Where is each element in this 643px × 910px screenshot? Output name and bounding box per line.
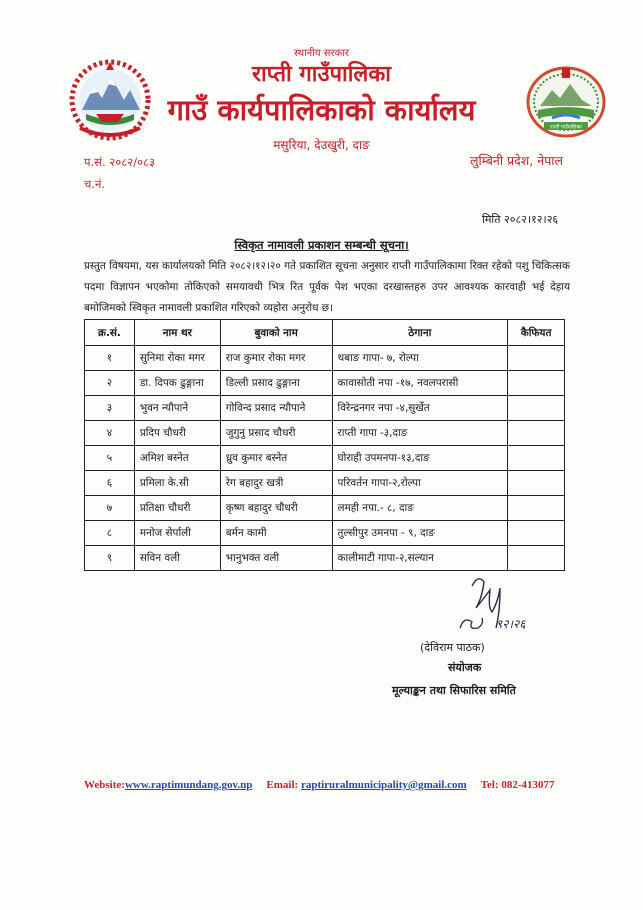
table-row <box>85 346 565 371</box>
cell-name: प्रमिला के.सी <box>134 471 220 496</box>
table-row <box>85 371 565 396</box>
table-row <box>85 496 565 521</box>
cell-address: विरेन्द्रनगर नपा -४,सुर्खेत <box>332 396 508 421</box>
cell-address: परिवर्तन गापा-२,रोल्पा <box>332 471 508 496</box>
tel-number: 082-413077 <box>501 779 555 791</box>
tel-label: Tel: <box>480 779 499 791</box>
cell-address: कालीमाटी गापा-२,सल्यान <box>332 546 508 571</box>
cell-address: तुल्सीपुर उमनपा - ९, दाङ <box>332 521 508 546</box>
cell-remarks <box>508 346 565 371</box>
cell-name: सविन वली <box>134 546 220 571</box>
cell-serial: ६ <box>85 471 135 496</box>
office-title: गाउँ कार्यपालिकाको कार्यालय <box>167 93 476 127</box>
signatory-name: (देविराम पाठक) <box>420 641 485 654</box>
province: लुम्बिनी प्रदेश, नेपाल <box>470 153 564 168</box>
cell-serial: ३ <box>85 396 135 421</box>
signatory-committee: मूल्याङ्कन तथा सिफारिस समिति <box>392 684 516 697</box>
col-header-remarks: कैफियत <box>508 320 565 346</box>
table-row <box>85 521 565 546</box>
cell-serial: १ <box>85 346 135 371</box>
dispatch-number: च.नं. <box>84 177 105 191</box>
cell-remarks <box>508 396 565 421</box>
col-header-address: ठेगाना <box>332 320 508 346</box>
cell-name: प्रतिक्षा चौधरी <box>134 496 220 521</box>
cell-remarks <box>508 421 565 446</box>
cell-serial: २ <box>85 371 135 396</box>
cell-serial: ७ <box>85 496 135 521</box>
cell-father: बर्मन कामी <box>220 521 332 546</box>
cell-father: डिल्ली प्रसाद ढुङ्गाना <box>220 371 332 396</box>
email-label: Email: <box>266 779 299 791</box>
top-label: स्थानीय सरकार <box>294 48 349 59</box>
signatory-designation: संयोजक <box>448 661 482 674</box>
muni-logo-caption: राप्ती गाउँपालिका <box>550 124 582 131</box>
table-header-row <box>85 320 565 346</box>
cell-name: डा. दिपक ढुङ्गाना <box>134 371 220 396</box>
notice-subject: स्विकृत नामावली प्रकाशन सम्बन्धी सूचना। <box>234 238 409 252</box>
cell-name: भुवन न्यौपाने <box>134 396 220 421</box>
cell-remarks <box>508 496 565 521</box>
email-link[interactable]: raptiruralmunicipality@gmail.com <box>300 779 467 791</box>
cell-remarks <box>508 471 565 496</box>
cell-father: ध्रुव कुमार बस्नेत <box>220 446 332 471</box>
cell-remarks <box>508 446 565 471</box>
cell-serial: ८ <box>85 521 135 546</box>
cell-address: लमही नपा.- ८, दाङ <box>332 496 508 521</box>
table-row <box>85 446 565 471</box>
table-row <box>85 421 565 446</box>
table-body <box>85 346 565 571</box>
cell-father: गोविन्द प्रसाद न्यौपाने <box>220 396 332 421</box>
cell-father: कृष्ण बहादुर चौधरी <box>220 496 332 521</box>
cell-serial: ९ <box>85 546 135 571</box>
cell-name: प्रदिप चौधरी <box>134 421 220 446</box>
cell-address: कावासोती नपा -१७, नवलपरासी <box>332 371 508 396</box>
cell-serial: ४ <box>85 421 135 446</box>
cell-address: थबाङ गापा- ७, रोल्पा <box>332 346 508 371</box>
office-name: राप्ती गाउँपालिका <box>252 62 391 87</box>
cell-address: घोराही उपमनपा-१३,दाङ <box>332 446 508 471</box>
cell-serial: ५ <box>85 446 135 471</box>
cell-remarks <box>508 546 565 571</box>
notice-date: मिति २०८२।१२।२६ <box>482 213 559 226</box>
col-header-name: नाम थर <box>134 320 220 346</box>
cell-father: राज कुमार रोका मगर <box>220 346 332 371</box>
office-address: मसुरिया, देउखुरी, दाङ <box>273 138 370 152</box>
cell-father: रेग बहादुर खत्री <box>220 471 332 496</box>
cell-father: भानुभक्त वली <box>220 546 332 571</box>
cell-remarks <box>508 521 565 546</box>
approved-names-table <box>84 319 565 571</box>
table-row <box>85 546 565 571</box>
cell-name: अमिश बस्नेत <box>134 446 220 471</box>
col-header-serial: क्र.सं. <box>85 320 135 346</box>
cell-father: जुगुनु प्रसाद चौधरी <box>220 421 332 446</box>
cell-address: राप्ती गापा -३,दाङ <box>332 421 508 446</box>
col-header-father: बुवाको नाम <box>220 320 332 346</box>
notice-body: प्रस्तुत विषयमा, यस कार्यालयको मिति २०८२।१२।२० गते प्रकाशित सूचना अनुसार राप्ती गाउँपालिकामा रिक्त रहेको पशु चिकित्सक पदमा विज्ञापन भएकोमा तोकिएको समयावधी भित्र रित पूर्वक पेश भएका दरखास्तहरु उपर आवश्यक कारवाही भई देहाय बमोजिमको स्विकृत नामावली प्रकाशित गरिएको व्यहोरा अनुरोध छ। <box>84 260 570 314</box>
cell-name: सुनिमा रोका मगर <box>134 346 220 371</box>
website-label: Website: <box>84 779 125 791</box>
table-row <box>85 471 565 496</box>
table-row <box>85 396 565 421</box>
cell-name: मनोज सेर्पाली <box>134 521 220 546</box>
handwritten-signature-icon <box>438 568 558 644</box>
reference-number: प.सं. २०८२/०८३ <box>84 155 156 169</box>
signature-date: ९२।२६ <box>496 617 526 631</box>
cell-remarks <box>508 371 565 396</box>
website-link[interactable]: www.raptimundang.gov.np <box>124 779 253 791</box>
footer <box>84 779 574 791</box>
